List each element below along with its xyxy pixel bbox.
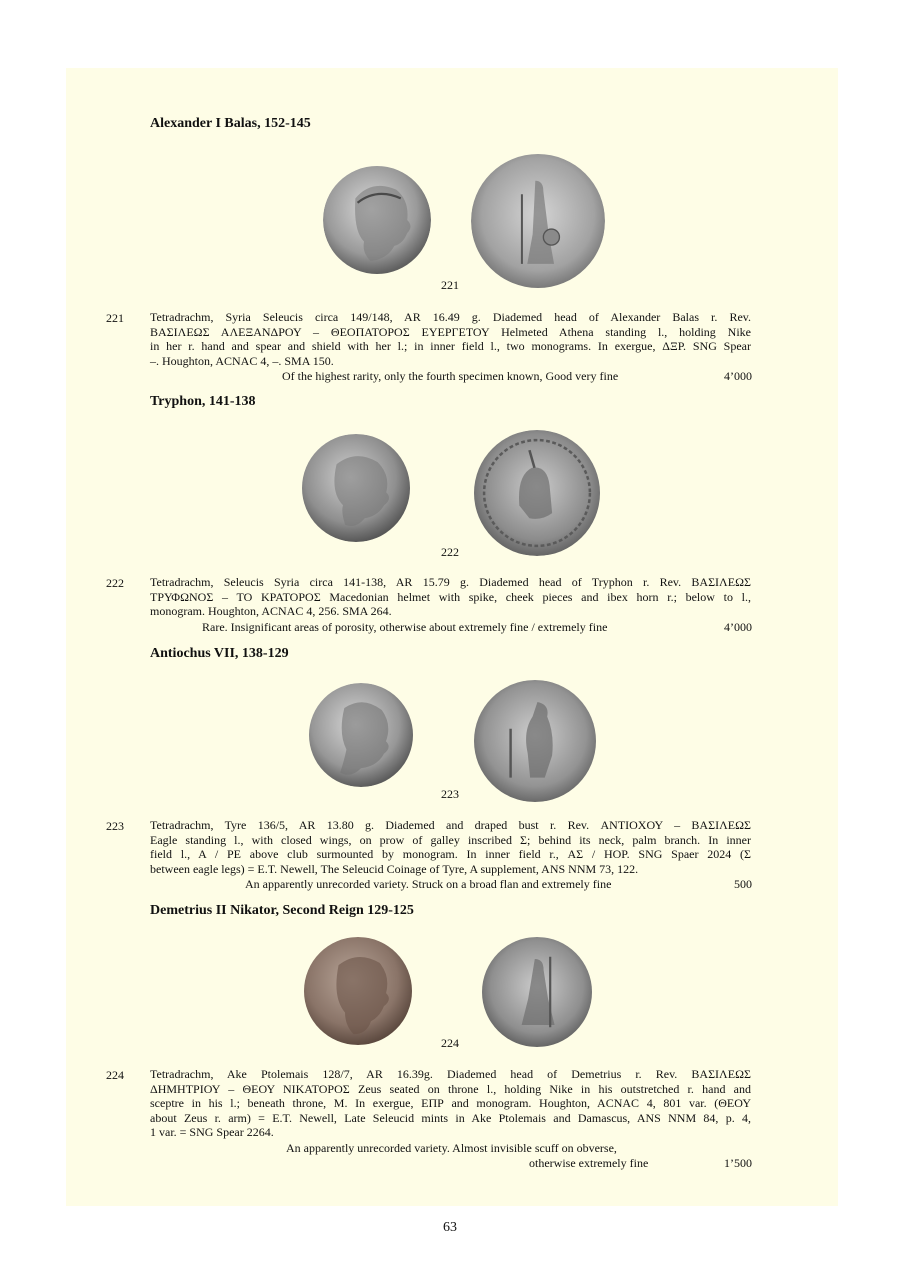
coin-222-reverse — [470, 430, 604, 556]
description-line: Tetradrachm, Ake Ptolemais 128/7, AR 16.39g. Diademed head of Demetrius r. Rev. ΒΑΣΙΛΕΩΣ — [150, 1067, 751, 1081]
description-line: ΤΡΥΦΩΝΟΣ – ΤΟ ΚΡΑΤΟΡΟΣ Macedonian helmet with spike, cheek pieces and ibex horn r.; below to l., — [150, 589, 751, 604]
description-line: ΒΑΣΙΛΕΩΣ ΑΛΕΞΑΝΔΡΟΥ – ΘΕΟΠΑΤΟΡΟΣ ΕΥΕΡΓΕΤΟΥ Helmeted Athena standing l., holding Nike — [150, 324, 751, 339]
coin-224-obverse — [292, 937, 424, 1045]
description-line: Tetradrachm, Seleucis Syria circa 141-138, AR 15.79 g. Diademed head of Tryphon r. Rev. ΒΑΣΙΛΕΩΣ — [150, 575, 751, 589]
plate-number-223: 223 — [441, 787, 459, 801]
coin-reverse-helmet-icon — [470, 430, 604, 556]
lot-number-223: 223 — [106, 819, 124, 833]
lot-heading-antiochus-vii: Antiochus VII, 138-129 — [150, 646, 289, 661]
description-line: in her r. hand and spear and shield with her l.; in inner field l., two monograms. In exergue, ΔΞΡ. SNG Spear — [150, 339, 751, 354]
coin-obverse-bearded-head-icon — [292, 937, 424, 1045]
lot-estimate-224: 1’500 — [724, 1156, 752, 1170]
plate-number-222: 222 — [441, 545, 459, 559]
lot-number-221: 221 — [106, 311, 124, 325]
lot-heading-alexander-balas: Alexander I Balas, 152-145 — [150, 116, 311, 131]
coin-223-obverse — [306, 683, 416, 787]
coin-obverse-head-icon — [298, 434, 414, 542]
description-line: Eagle standing l., with closed wings, on prow of galley inscribed Σ; behind its neck, palm branch. In inner — [150, 832, 751, 847]
lot-condition-224-line-1: An apparently unrecorded variety. Almost invisible scuff on obverse, — [286, 1141, 617, 1155]
description-line: 1 var. = SNG Spear 2264. — [150, 1125, 274, 1140]
lot-number-222: 222 — [106, 576, 124, 590]
coin-221-obverse — [323, 165, 431, 275]
description-line: –. Houghton, ACNAC 4, –. SMA 150. — [150, 353, 334, 368]
plate-number-221: 221 — [441, 278, 459, 292]
coin-obverse-bust-icon — [306, 683, 416, 787]
coin-reverse-eagle-icon — [468, 680, 602, 802]
description-line: Tetradrachm, Syria Seleucis circa 149/148, AR 16.49 g. Diademed head of Alexander Balas r. Rev. — [150, 310, 751, 324]
lot-condition-223: An apparently unrecorded variety. Struck on a broad flan and extremely fine — [245, 877, 612, 891]
coin-222-obverse — [298, 434, 414, 542]
lot-heading-tryphon: Tryphon, 141-138 — [150, 394, 256, 409]
coin-224-reverse — [469, 937, 605, 1047]
lot-estimate-221: 4’000 — [724, 369, 752, 383]
description-line: Tetradrachm, Tyre 136/5, AR 13.80 g. Diademed and draped bust r. Rev. ΑΝΤΙΟΧΟΥ – ΒΑΣΙΛΕΩΣ — [150, 818, 751, 832]
lot-description-221 — [150, 310, 751, 368]
lot-condition-222: Rare. Insignificant areas of porosity, otherwise about extremely fine / extremely fine — [202, 620, 608, 634]
description-line: sceptre in his l.; beneath throne, M. In exergue, ΕΠΡ and monogram. Houghton, ACNAC 4, 801 var. (ΘΕΟΥ — [150, 1096, 751, 1111]
plate-number-224: 224 — [441, 1036, 459, 1050]
lot-condition-224-line-2: otherwise extremely fine — [529, 1156, 649, 1170]
description-line: ΔΗΜΗΤΡΙΟΥ – ΘΕΟΥ ΝΙΚΑΤΟΡΟΣ Zeus seated on throne l., holding Nike in his outstretched r. hand and — [150, 1081, 751, 1096]
lot-heading-demetrius-ii: Demetrius II Nikator, Second Reign 129-125 — [150, 903, 414, 918]
description-line: field l., A / PE above club surmounted by monogram. In inner field r., ΑΣ / ΗΟΡ. SNG Spaer 2024 (Σ — [150, 847, 751, 862]
description-line: between eagle legs) = E.T. Newell, The Seleucid Coinage of Tyre, A supplement, ANS NNM 73, 122. — [150, 861, 639, 876]
lot-description-223 — [150, 818, 751, 876]
description-line: about Zeus r. arm) = E.T. Newell, Late Seleucid mints in Ake Ptolemais and Damascus, ANS NNM 84, p. 4, — [150, 1110, 751, 1125]
description-line: monogram. Houghton, ACNAC 4, 256. SMA 264. — [150, 604, 392, 619]
coin-obverse-head-icon — [323, 165, 431, 275]
lot-number-224: 224 — [106, 1068, 124, 1082]
lot-description-222 — [150, 575, 751, 619]
lot-estimate-222: 4’000 — [724, 620, 752, 634]
coin-reverse-zeus-icon — [469, 937, 605, 1047]
lot-condition-221: Of the highest rarity, only the fourth specimen known, Good very fine — [282, 369, 619, 383]
lot-description-224 — [150, 1067, 751, 1140]
coin-reverse-athena-icon — [471, 150, 605, 292]
page-number: 63 — [443, 1220, 457, 1235]
coin-221-reverse — [471, 150, 605, 292]
lot-estimate-223: 500 — [734, 877, 752, 891]
coin-223-reverse — [468, 680, 602, 802]
